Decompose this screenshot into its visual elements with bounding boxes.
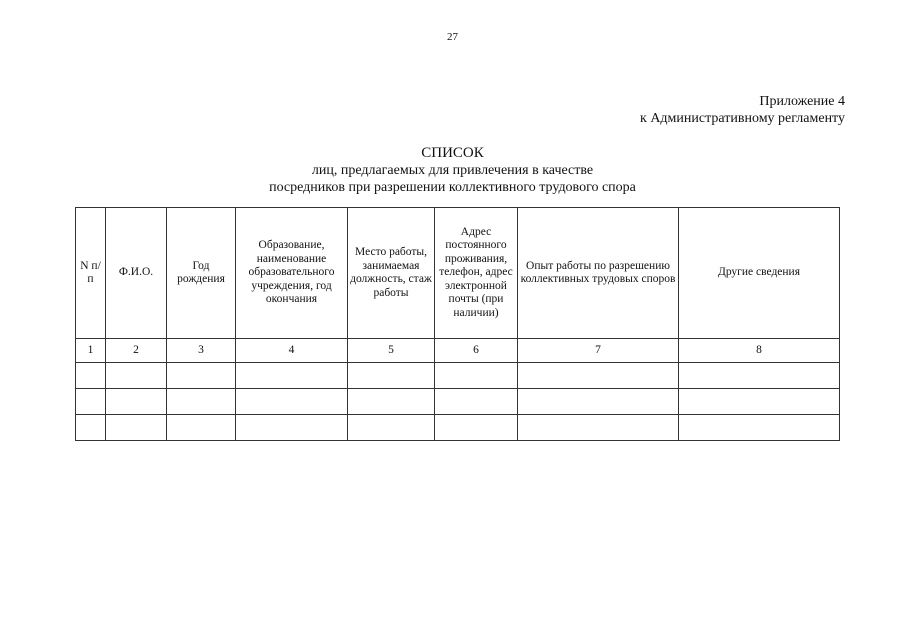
empty-cell	[435, 363, 518, 389]
empty-cell	[76, 389, 106, 415]
header-cell-birth-year: Год рождения	[167, 208, 236, 339]
title-heading: СПИСОК	[421, 145, 484, 161]
empty-cell	[348, 363, 435, 389]
table-row	[76, 415, 840, 441]
empty-cell	[679, 415, 840, 441]
empty-cell	[236, 415, 348, 441]
title-line-1: лиц, предлагаемых для привлечения в качестве	[311, 163, 594, 178]
column-number: 6	[435, 339, 518, 363]
empty-cell	[167, 389, 236, 415]
empty-cell	[518, 363, 679, 389]
appendix-line-2: к Административному регламенту	[640, 111, 845, 126]
empty-cell	[76, 415, 106, 441]
empty-cell	[106, 363, 167, 389]
page-number: 27	[447, 31, 458, 43]
header-cell-number: N п/п	[76, 208, 106, 339]
empty-cell	[106, 389, 167, 415]
empty-cell	[348, 389, 435, 415]
column-number: 1	[76, 339, 106, 363]
header-cell-workplace: Место работы, занимаемая должность, стаж работы	[348, 208, 435, 339]
header-cell-experience: Опыт работы по разрешению коллективных трудовых споров	[518, 208, 679, 339]
table-row	[76, 363, 840, 389]
header-cell-education: Образование, наименование образовательного учреждения, год окончания	[236, 208, 348, 339]
title-line-2: посредников при разрешении коллективного трудового спора	[269, 180, 636, 195]
empty-cell	[679, 389, 840, 415]
empty-cell	[348, 415, 435, 441]
header-cell-other: Другие сведения	[679, 208, 840, 339]
empty-cell	[679, 363, 840, 389]
empty-cell	[167, 363, 236, 389]
table-row	[76, 389, 840, 415]
header-cell-name: Ф.И.О.	[106, 208, 167, 339]
column-number: 2	[106, 339, 167, 363]
document-title	[0, 145, 905, 196]
mediators-table	[75, 207, 840, 441]
empty-cell	[236, 389, 348, 415]
empty-cell	[76, 363, 106, 389]
column-number: 7	[518, 339, 679, 363]
column-number: 4	[236, 339, 348, 363]
empty-cell	[518, 415, 679, 441]
empty-cell	[435, 389, 518, 415]
empty-cell	[518, 389, 679, 415]
column-number-row	[76, 339, 840, 363]
appendix-reference	[640, 93, 845, 127]
appendix-line-1: Приложение 4	[759, 94, 845, 109]
empty-cell	[435, 415, 518, 441]
header-cell-address: Адрес постоянного проживания, телефон, адрес электронной почты (при наличии)	[435, 208, 518, 339]
table-header-row	[76, 208, 840, 339]
column-number: 5	[348, 339, 435, 363]
column-number: 3	[167, 339, 236, 363]
empty-cell	[167, 415, 236, 441]
empty-cell	[106, 415, 167, 441]
empty-cell	[236, 363, 348, 389]
column-number: 8	[679, 339, 840, 363]
